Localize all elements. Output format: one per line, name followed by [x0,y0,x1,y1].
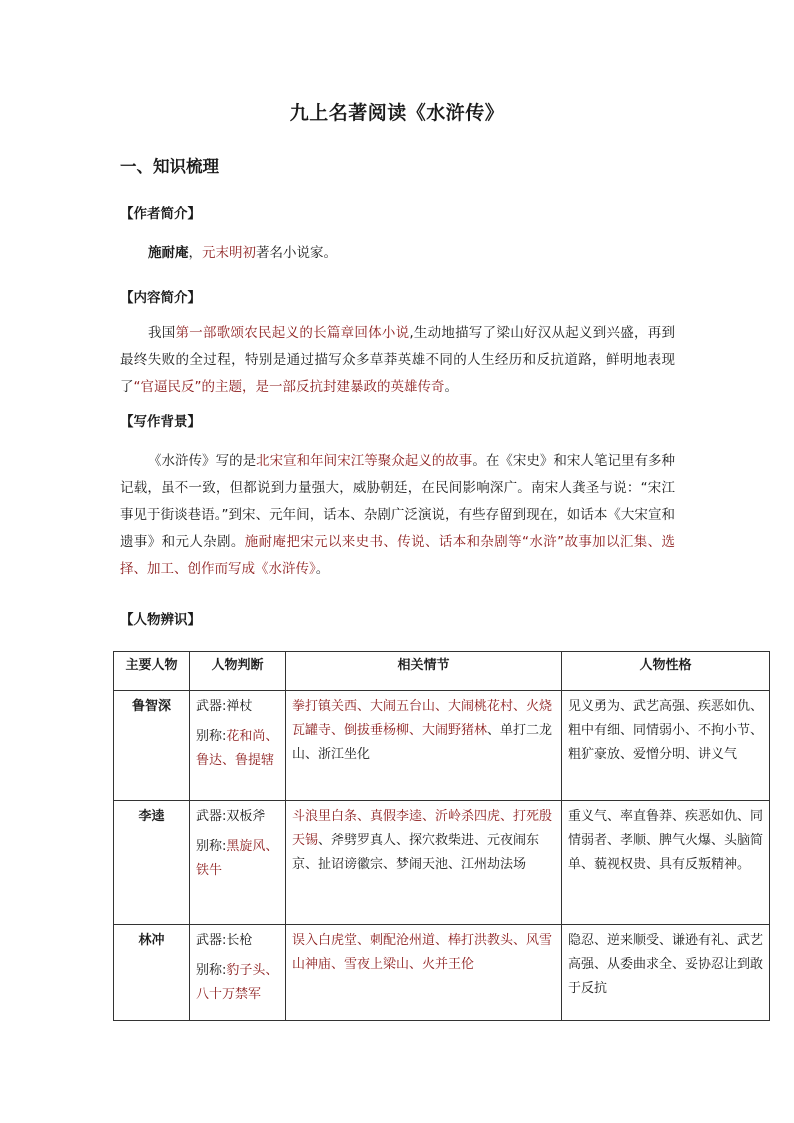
author-name: 施耐庵 [148,245,189,261]
table-header-row [114,652,770,691]
character-name: 李逵 [114,801,190,925]
content-heading: 【内容简介】 [120,290,201,306]
background-highlight-2: 施耐庵把宋元以来史书、传说、话本和杂剧等“水浒”故事加以汇集、选择、加工、创作而写成《水浒传》 [120,534,675,577]
character-judgment [190,925,286,1021]
background-paragraph [120,448,675,583]
background-text-2: 。在《宋史》和宋人笔记里有多种记载，虽不一致，但都说到力量强大，威胁朝廷，在民间影响深广。南宋人龚圣与说：“宋江事见于街谈巷语。”到宋、元年间，话本、杂剧广泛演说，有些存留到现在，如话本《大宋宣和遗事》和元人杂剧。 [120,453,676,550]
content-text-1: 我国 [148,325,176,341]
section-heading-knowledge: 一、知识梳理 [120,157,219,176]
plot-highlight: 斗浪里白条、真假李逵、沂岭杀四虎、打死殷天锡 [292,809,553,848]
author-era: 元末明初 [202,245,256,261]
alias-label: 别称: [196,963,227,978]
content-highlight-2: “官逼民反”的主题，是一部反抗封建暴政的英雄传奇 [133,379,445,395]
character-plot [286,801,562,925]
author-rest: 著名小说家。 [256,245,337,261]
table-row [114,925,770,1021]
content-text-3: 。 [444,379,458,395]
character-plot [286,925,562,1021]
character-weapon: 武器:长枪 [196,933,253,948]
character-traits: 隐忍、逆来顺受、谦逊有礼、武艺高强、从委曲求全、妥协忍让到敢于反抗 [562,925,770,1021]
author-heading: 【作者简介】 [120,206,201,222]
character-alias-line [196,835,279,883]
alias-label: 别称: [196,729,227,744]
table-header: 人物性格 [562,652,770,691]
alias-label: 别称: [196,839,227,854]
character-alias-line [196,959,279,1007]
table-row [114,801,770,925]
table-header: 人物判断 [190,652,286,691]
character-alias: 花和尚、鲁达、鲁提辖 [196,729,279,768]
character-traits: 重义气、率直鲁莽、疾恶如仇、同情弱者、孝顺、脾气火爆、头脑简单、藐视权贵、具有反叛精神。 [562,801,770,925]
character-alias: 豹子头、八十万禁军 [196,963,279,1002]
background-text-1: 《水浒传》写的是 [148,453,257,469]
persons-heading: 【人物辨识】 [120,612,201,628]
plot-text: 、斧劈罗真人、探穴救柴进、元夜闹东京、扯诏谤徽宗、梦闹天池、江州劫法场 [292,833,540,872]
document-title: 九上名著阅读《水浒传》 [289,102,505,124]
table-header: 主要人物 [114,652,190,691]
character-plot [286,691,562,801]
table-row [114,691,770,801]
plot-text: 、单打二龙山、浙江坐化 [292,723,553,762]
character-weapon: 武器:双板斧 [196,809,266,824]
character-traits: 见义勇为、武艺高强、疾恶如仇、粗中有细、同情弱小、不拘小节、粗犷豪放、爱憎分明、讲义气 [562,691,770,801]
character-alias-line [196,725,279,773]
background-heading: 【写作背景】 [120,414,201,430]
background-text-3: 。 [315,561,330,577]
character-weapon: 武器:禅杖 [196,699,253,714]
persons-table [113,651,770,1021]
character-alias: 黑旋风、铁牛 [196,839,279,878]
content-text-2: ,生动地描写了梁山好汉从起义到兴盛，再到最终失败的全过程，特别是通过描写众多草莽英雄不同的人生经历和反抗道路，鲜明地表现了 [120,325,676,395]
character-judgment [190,691,286,801]
content-paragraph [120,320,675,401]
author-paragraph [120,240,675,267]
table-header: 相关情节 [286,652,562,691]
author-comma: ， [188,245,202,261]
character-name: 林冲 [114,925,190,1021]
plot-highlight: 误入白虎堂、刺配沧州道、棒打洪教头、风雪山神庙、雪夜上梁山、火并王伦 [292,933,553,972]
content-highlight-1: 第一部歌颂农民起义的长篇章回体小说 [175,325,410,341]
character-name: 鲁智深 [114,691,190,801]
character-judgment [190,801,286,925]
plot-highlight: 拳打镇关西、大闹五台山、大闹桃花村、火烧瓦罐寺、倒拔垂杨柳、大闹野猪林 [292,699,553,738]
background-highlight-1: 北宋宣和年间宋江等聚众起义的故事 [256,453,473,469]
